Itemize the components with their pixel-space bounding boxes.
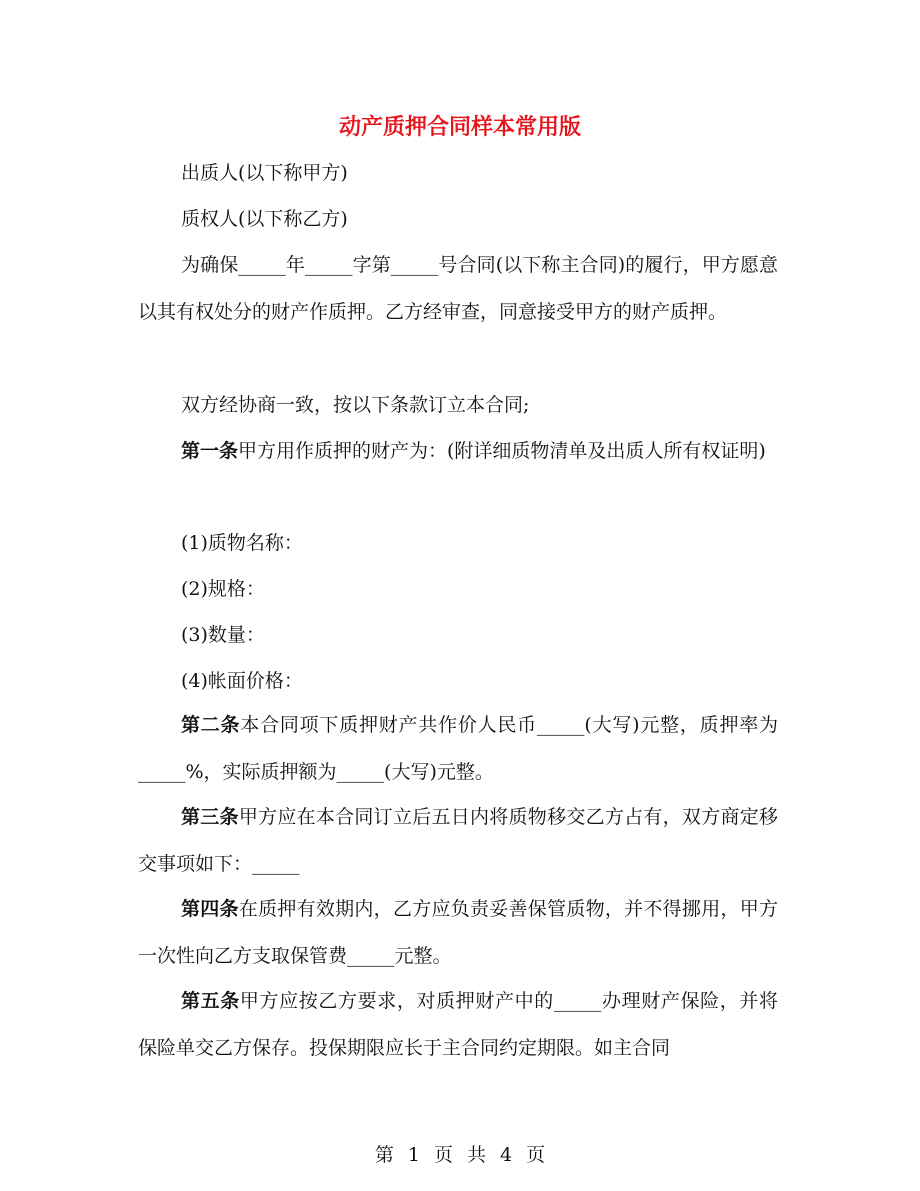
article-5 (138, 978, 778, 1072)
article-2 (138, 702, 778, 796)
item-quantity: (3)数量： (181, 624, 265, 646)
article-3-text: 甲方应在本合同订立后五日内将质物移交乙方占有，双方商定移交事项如下：_____ (138, 806, 778, 875)
article-2-text: 本合同项下质押财产共作价人民币_____(大写)元整，质押率为_____%，实际质押额为_____(大写)元整。 (138, 714, 778, 783)
article-4-text: 在质押有效期内，乙方应负责妥善保管质物，并不得挪用，甲方一次性向乙方支取保管费_____元整。 (138, 898, 778, 967)
agreement-intro: 双方经协商一致，按以下条款订立本合同; (181, 394, 530, 416)
pledgor-line: 出质人(以下称甲方) (181, 162, 348, 184)
article-2-label: 第二条 (181, 714, 241, 736)
article-1-label: 第一条 (181, 440, 239, 462)
preamble-paragraph: 为确保_____年_____字第_____号合同(以下称主合同)的履行，甲方愿意以其有权处分的财产作质押。乙方经审查，同意接受甲方的财产质押。 (138, 254, 778, 323)
document-title: 动产质押合同样本常用版 (338, 114, 581, 140)
article-3 (138, 794, 778, 888)
article-4 (138, 886, 778, 980)
article-3-label: 第三条 (181, 806, 239, 828)
article-5-label: 第五条 (181, 990, 240, 1012)
item-spec: (2)规格： (181, 578, 265, 600)
article-1-text: 甲方用作质押的财产为：(附详细质物清单及出质人所有权证明) (238, 440, 766, 462)
item-name: (1)质物名称： (181, 532, 303, 554)
article-5-text: 甲方应按乙方要求，对质押财产中的_____办理财产保险，并将保险单交乙方保存。投保期限应长于主合同约定期限。如主合同 (138, 990, 778, 1059)
page-number: 第 1 页 共 4 页 (374, 1144, 546, 1166)
article-4-label: 第四条 (181, 898, 239, 920)
pledgee-line: 质权人(以下称乙方) (181, 208, 348, 230)
article-1 (138, 428, 778, 475)
item-book-value: (4)帐面价格： (181, 670, 303, 692)
